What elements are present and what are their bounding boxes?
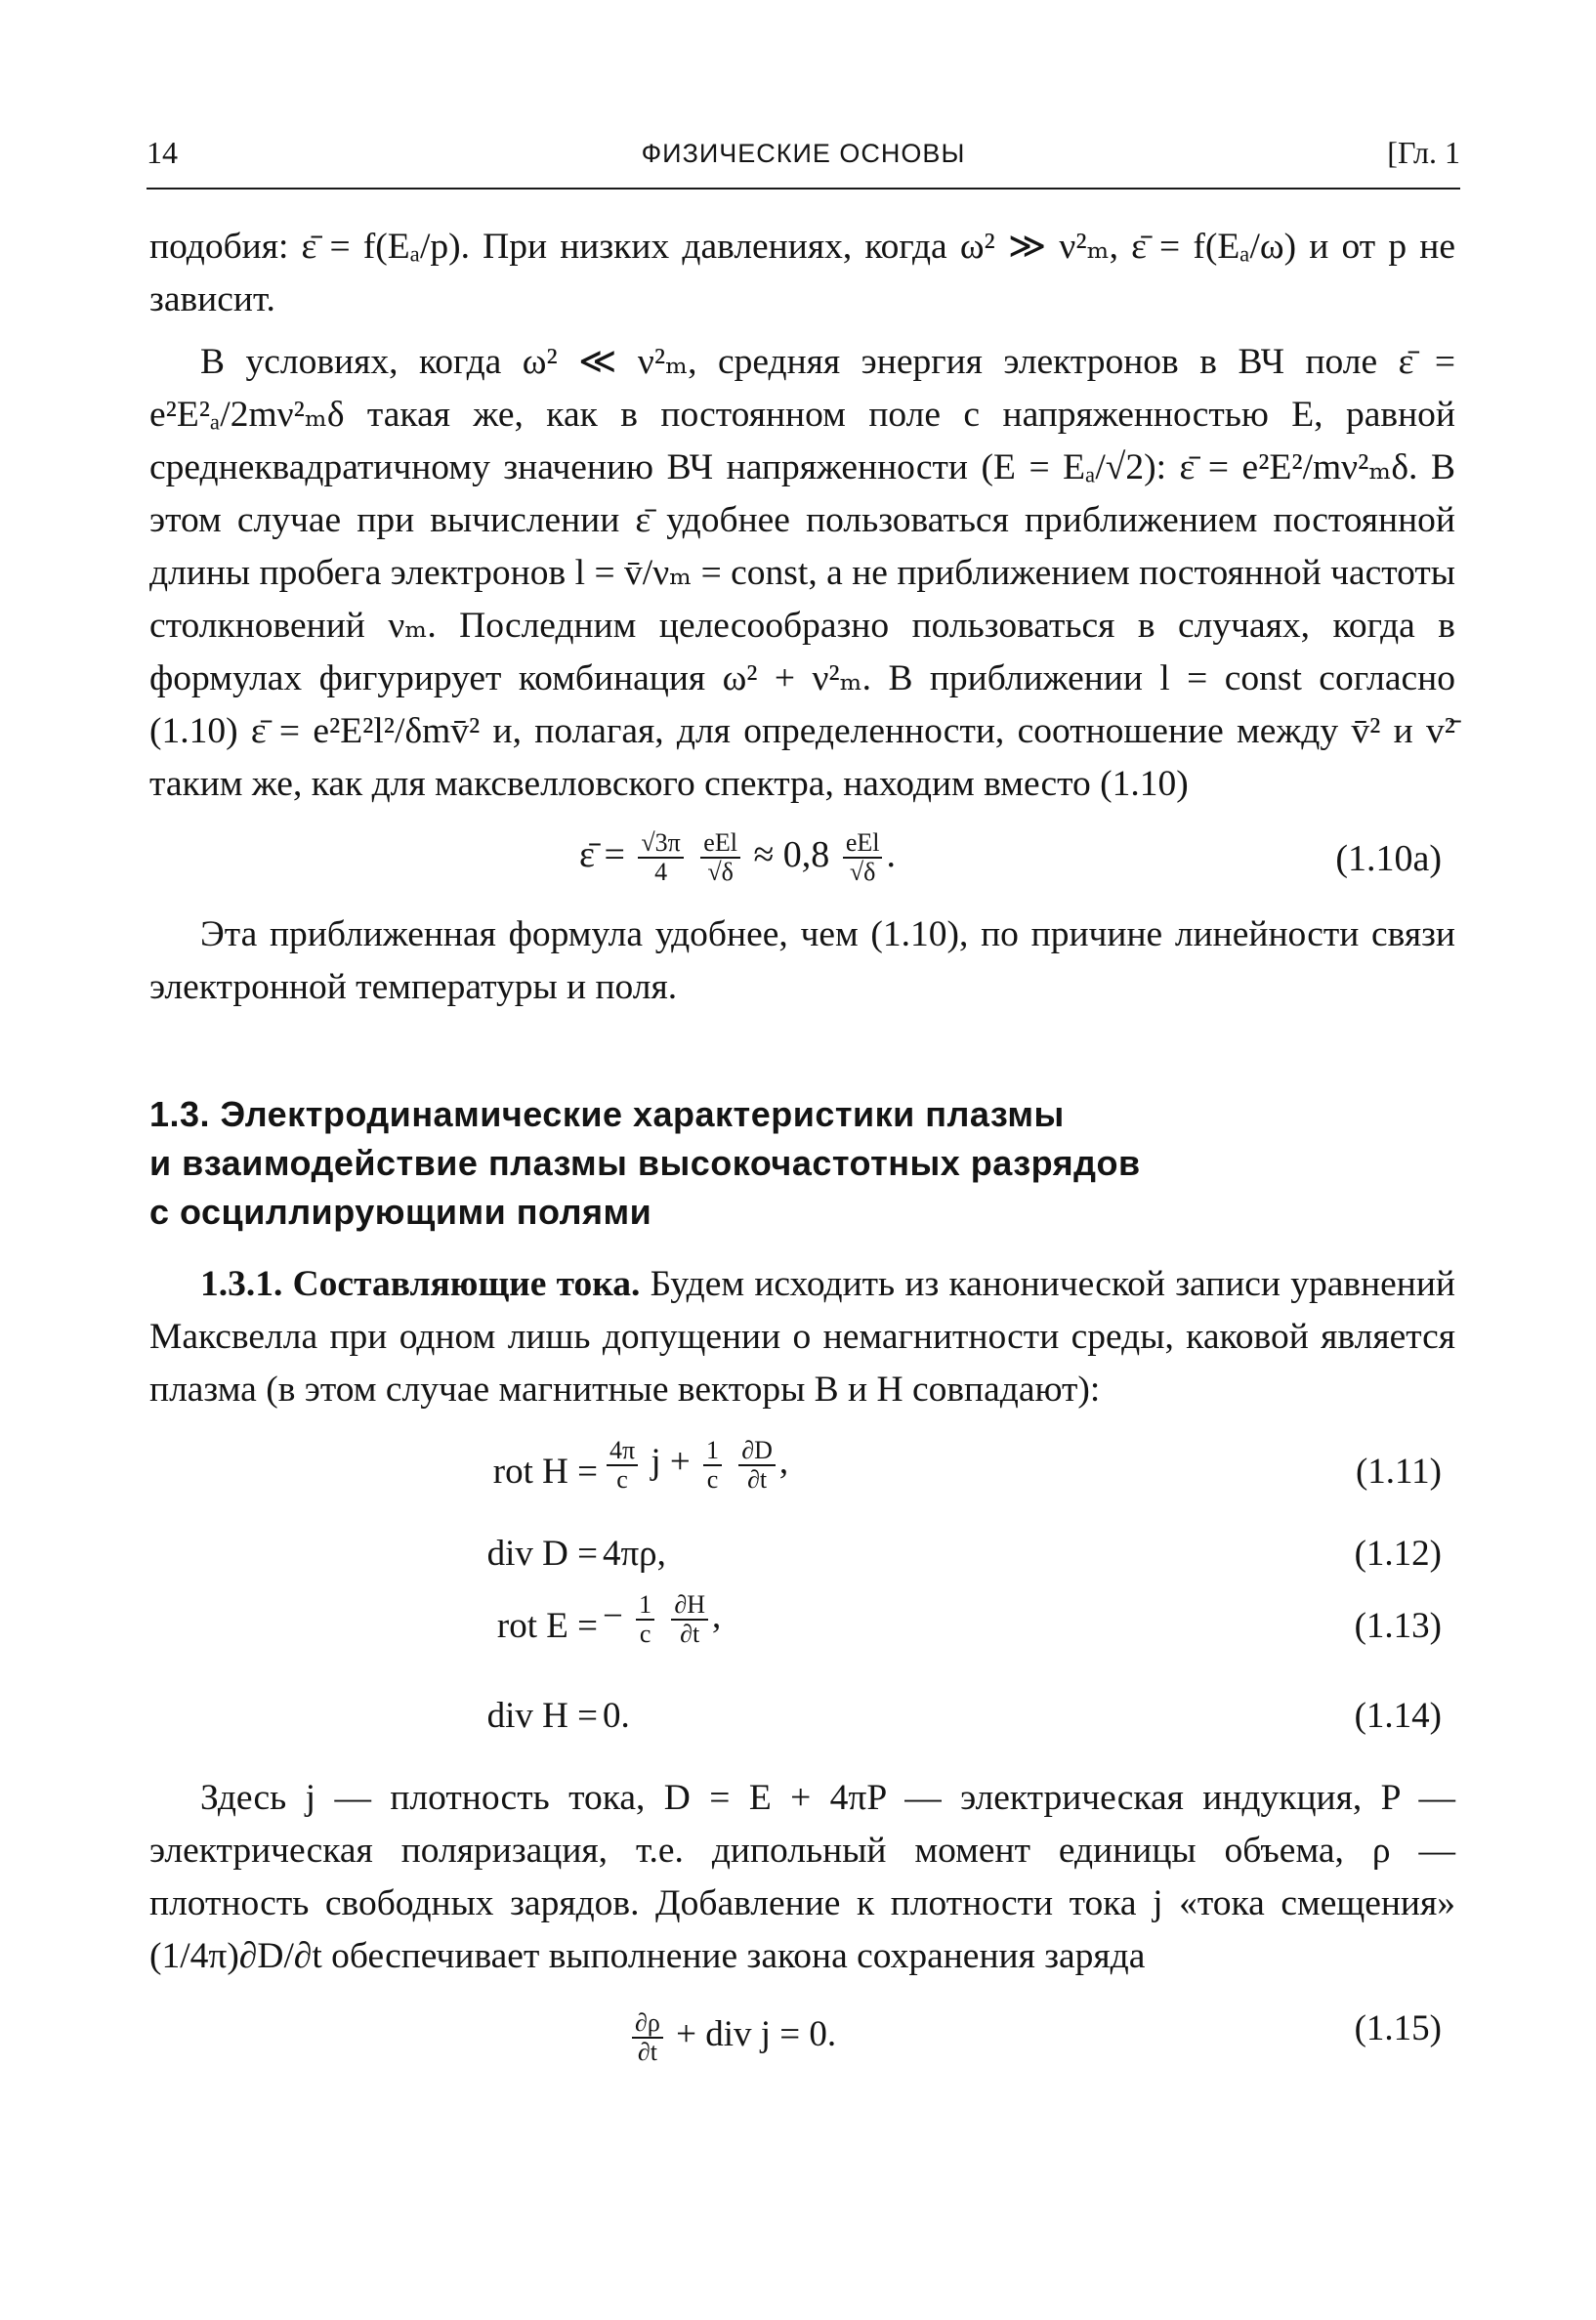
equation-1-12: [149, 1528, 1455, 1596]
section-heading-line: и взаимодействие плазмы высокочастотных разрядов: [149, 1143, 1141, 1183]
frac-denominator: c: [706, 1464, 719, 1494]
frac-denominator: ∂t: [747, 1464, 768, 1494]
fraction-dH-dt: [671, 1591, 708, 1648]
frac-numerator: 4π: [607, 1437, 638, 1466]
frac-denominator: ∂t: [637, 2037, 657, 2066]
fraction-4pi-c: [607, 1437, 638, 1494]
eq-rhs: 4πρ,: [603, 1534, 666, 1574]
frac-denominator: 4: [654, 858, 668, 887]
paragraph-mean-energy: В условиях, когда ω² ≪ ν²ₘ, средняя энергия электронов в ВЧ поле ε̄ = e²E²ₐ/2mν²ₘδ такая же, как в постоянном поле с напряженностью E, равной среднеквадратичному значению ВЧ напряженности (E = Eₐ/√2): ε̄ = e²E²/mν²ₘδ. В этом случае при вычислении ε̄ удобнее пользоваться приближением постоянной длины пробега электронов l = v̄/νₘ = const, а не приближением постоянной частоты столкновений νₘ. Последним целесообразно пользоваться в случаях, когда в формулах фигурирует комбинация ω² + ν²ₘ. В приближении l = const согласно (1.10) ε̄ = e²E²l²/δmv̄² и, полагая, для определенности, соотношение между v̄² и v²̄ таким же, как для максвелловского спектра, находим вместо (1.10): [149, 342, 1455, 804]
eq-lhs: rot E =: [496, 1606, 598, 1646]
maxwell-equations: [149, 1430, 1455, 1772]
eq-tail: ,: [778, 1442, 789, 1482]
frac-numerator: 1: [703, 1437, 722, 1466]
eq-tail: ,: [712, 1596, 722, 1636]
frac-denominator: ∂t: [680, 1619, 700, 1648]
frac-numerator: 1: [636, 1591, 654, 1621]
fraction-drho-dt: [632, 2009, 663, 2066]
equation-1-15-expression: [628, 2008, 836, 2066]
equation-1-13: [149, 1590, 1455, 1659]
equation-1-14: [149, 1690, 1455, 1758]
frac-numerator: eEl: [700, 829, 740, 859]
running-title: ФИЗИЧЕСКИЕ ОСНОВЫ: [641, 139, 966, 168]
paragraph-current-components: [149, 1258, 1455, 1416]
frac-numerator: ∂D: [738, 1437, 776, 1466]
equation-1-10a: [149, 811, 1455, 908]
frac-denominator: √δ: [707, 858, 734, 887]
subsection-heading-1-3-1: 1.3.1. Составляющие тока.: [200, 1264, 641, 1304]
eq-rhs: [603, 1590, 721, 1648]
eq-rest: + div j = 0.: [676, 2014, 837, 2054]
equation-1-11: [149, 1436, 1455, 1504]
equation-number: (1.11): [1355, 1452, 1442, 1492]
eq-lhs: div H =: [486, 1696, 598, 1736]
eq-mid: j +: [651, 1442, 691, 1482]
frac-denominator: c: [639, 1619, 651, 1648]
frac-numerator: ∂H: [671, 1591, 708, 1621]
frac-numerator: eEl: [843, 829, 883, 859]
equation-1-10a-expression: [579, 828, 896, 886]
frac-numerator: ∂ρ: [632, 2009, 663, 2039]
section-heading-line: 1.3. Электродинамические характеристики плазмы: [149, 1094, 1065, 1134]
fraction-sqrt3pi-4: [638, 829, 683, 886]
paragraph-similarity: подобия: ε̄ = f(Eₐ/p). При низких давлениях, когда ω² ≫ ν²ₘ, ε̄ = f(Eₐ/ω) и от p не зависит.: [149, 227, 1455, 319]
paragraph-text: Будем исходить из канонической записи уравнений Максвелла при одном лишь допущении о немагнитности среды, каковой является плазма (в этом случае магнитные векторы B и H совпадают):: [149, 1264, 1455, 1410]
frac-numerator: √3π: [638, 829, 683, 859]
equation-number: (1.10а): [1335, 838, 1442, 879]
header-rule: [147, 188, 1460, 190]
equation-number: (1.14): [1354, 1696, 1442, 1736]
eq-lhs: ε̄ =: [579, 834, 625, 875]
section-heading-line: с осциллирующими полями: [149, 1192, 652, 1232]
eq-sign: −: [603, 1596, 623, 1636]
equation-number: (1.13): [1354, 1606, 1442, 1646]
chapter-label: [Гл. 1: [1387, 135, 1460, 170]
eq-rhs: [603, 1436, 788, 1494]
fraction-1-c: [703, 1437, 722, 1494]
eq-lhs: div D =: [486, 1534, 598, 1574]
eq-rhs: 0.: [603, 1696, 630, 1736]
fraction-eel-sqrtdelta: [700, 829, 740, 886]
page-body: [149, 221, 1455, 2077]
running-header: [147, 135, 1460, 184]
equation-number: (1.15): [1354, 2008, 1442, 2048]
fraction-1-c: [636, 1591, 654, 1648]
frac-denominator: c: [616, 1464, 628, 1494]
equation-1-15: [149, 1989, 1455, 2077]
paragraph-approx-formula: Эта приближенная формула удобнее, чем (1.10), по причине линейности связи электронной температуры и поля.: [149, 914, 1455, 1007]
page-number: 14: [147, 135, 178, 170]
paragraph-definitions: Здесь j — плотность тока, D = E + 4πP — электрическая индукция, P — электрическая поляризация, т.е. дипольный момент единицы объема, ρ — плотность свободных зарядов. Добавление к плотности тока j «тока смещения» (1/4π)∂D/∂t обеспечивает выполнение закона сохранения заряда: [149, 1778, 1455, 1976]
section-heading-1-3: [149, 1090, 1455, 1237]
fraction-dD-dt: [738, 1437, 776, 1494]
eq-approx: ≈ 0,8: [753, 834, 830, 875]
eq-lhs: rot H =: [492, 1452, 598, 1492]
eq-tail: .: [886, 834, 896, 875]
fraction-eel-sqrtdelta-2: [843, 829, 883, 886]
frac-denominator: √δ: [849, 858, 876, 887]
equation-number: (1.12): [1354, 1534, 1442, 1574]
